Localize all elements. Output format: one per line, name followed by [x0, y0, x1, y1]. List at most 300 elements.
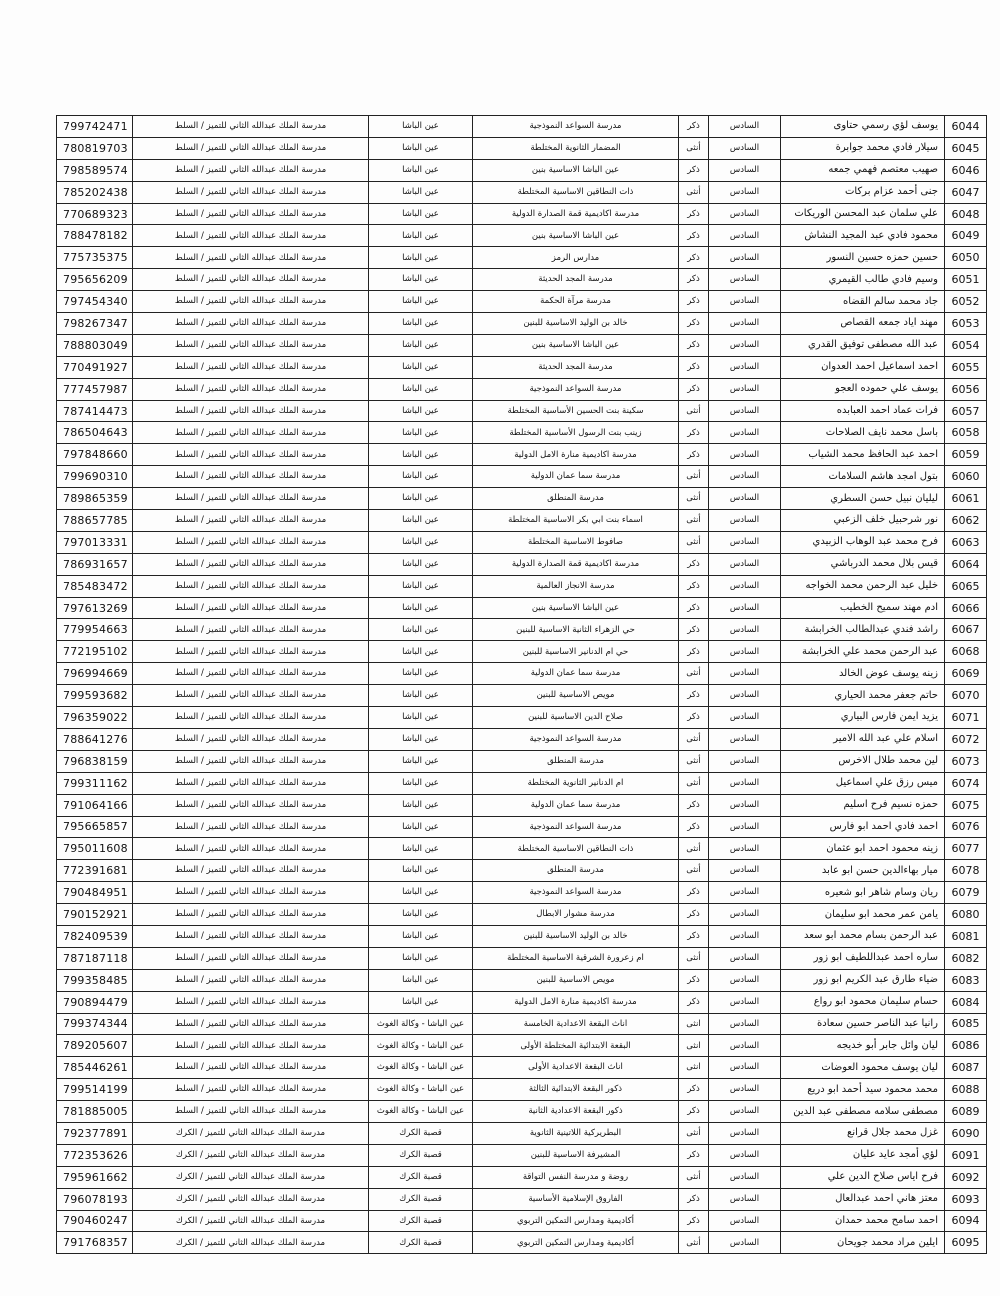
region-cell: عين الباشا - وكالة الغوث — [369, 1013, 473, 1035]
grade-cell: السادس — [709, 816, 781, 838]
student-name-cell: نور شرحبيل خلف الزعبي — [781, 510, 945, 532]
region-cell: عين الباشا — [369, 904, 473, 926]
table-row — [57, 991, 987, 1013]
table-row — [57, 1144, 987, 1166]
exam-center-cell: مدرسة الملك عبدالله الثاني للتميز / السلط — [133, 1101, 369, 1123]
grade-cell: السادس — [709, 553, 781, 575]
exam-center-cell: مدرسة الملك عبدالله الثاني للتميز / السلط — [133, 444, 369, 466]
school-cell: اسماء بنت ابي بكر الاساسية المختلطة — [473, 510, 679, 532]
exam-center-cell: مدرسة الملك عبدالله الثاني للتميز / السلط — [133, 247, 369, 269]
exam-center-cell: مدرسة الملك عبدالله الثاني للتميز / السلط — [133, 225, 369, 247]
gender-cell: ذكر — [679, 116, 709, 138]
gender-cell: أنثى — [679, 1122, 709, 1144]
school-cell: مدرسة اكاديمية قمة الصدارة الدولية — [473, 203, 679, 225]
region-cell: عين الباشا — [369, 794, 473, 816]
phone-cell: 788657785 — [57, 510, 133, 532]
gender-cell: أنثى — [679, 947, 709, 969]
gender-cell: أنثى — [679, 1166, 709, 1188]
phone-cell: 792377891 — [57, 1122, 133, 1144]
phone-cell: 795011608 — [57, 838, 133, 860]
region-cell: عين الباشا — [369, 619, 473, 641]
exam-center-cell: مدرسة الملك عبدالله الثاني للتميز / السلط — [133, 422, 369, 444]
exam-center-cell: مدرسة الملك عبدالله الثاني للتميز / السلط — [133, 488, 369, 510]
table-row — [57, 816, 987, 838]
grade-cell: السادس — [709, 575, 781, 597]
grade-cell: السادس — [709, 334, 781, 356]
school-cell: البقعة الابتدائية المختلطة الأولى — [473, 1035, 679, 1057]
region-cell: قصبة الكرك — [369, 1232, 473, 1254]
gender-cell: أنثى — [679, 663, 709, 685]
grade-cell: السادس — [709, 991, 781, 1013]
gender-cell: ذكر — [679, 1144, 709, 1166]
serial-number-cell: 6050 — [945, 247, 987, 269]
student-name-cell: ليان وائل جابر أبو خديجه — [781, 1035, 945, 1057]
region-cell: عين الباشا — [369, 422, 473, 444]
school-cell: مدرسة سما عمان الدولية — [473, 794, 679, 816]
exam-center-cell: مدرسة الملك عبدالله الثاني للتميز / الكرك — [133, 1122, 369, 1144]
region-cell: عين الباشا — [369, 925, 473, 947]
grade-cell: السادس — [709, 641, 781, 663]
exam-center-cell: مدرسة الملك عبدالله الثاني للتميز / السلط — [133, 707, 369, 729]
exam-center-cell: مدرسة الملك عبدالله الثاني للتميز / السلط — [133, 356, 369, 378]
student-name-cell: سيلار فادي محمد جوابرة — [781, 137, 945, 159]
serial-number-cell: 6067 — [945, 619, 987, 641]
phone-cell: 789865359 — [57, 488, 133, 510]
phone-cell: 777457987 — [57, 378, 133, 400]
student-name-cell: مهند اياد جمعه القصاص — [781, 313, 945, 335]
region-cell: عين الباشا — [369, 400, 473, 422]
gender-cell: أنثى — [679, 750, 709, 772]
student-name-cell: علي سلمان عبد المحسن الوريكات — [781, 203, 945, 225]
gender-cell: ذكر — [679, 356, 709, 378]
student-name-cell: باسل محمد نايف الصلاحات — [781, 422, 945, 444]
region-cell: عين الباشا — [369, 597, 473, 619]
region-cell: عين الباشا — [369, 685, 473, 707]
student-name-cell: معتز هاني احمد عبدالعال — [781, 1188, 945, 1210]
student-name-cell: احمد عبد الحافظ محمد الشياب — [781, 444, 945, 466]
region-cell: عين الباشا — [369, 269, 473, 291]
serial-number-cell: 6064 — [945, 553, 987, 575]
serial-number-cell: 6079 — [945, 882, 987, 904]
region-cell: عين الباشا — [369, 159, 473, 181]
table-row — [57, 313, 987, 335]
serial-number-cell: 6054 — [945, 334, 987, 356]
gender-cell: ذكر — [679, 553, 709, 575]
table-row — [57, 685, 987, 707]
student-name-cell: محمد محمود سيد أحمد ابو دريع — [781, 1079, 945, 1101]
phone-cell: 790484951 — [57, 882, 133, 904]
school-cell: روضة و مدرسة النفس التواقة — [473, 1166, 679, 1188]
serial-number-cell: 6045 — [945, 137, 987, 159]
table-row — [57, 247, 987, 269]
serial-number-cell: 6094 — [945, 1210, 987, 1232]
table-row — [57, 510, 987, 532]
grade-cell: السادس — [709, 291, 781, 313]
student-name-cell: ادم مهند سميح الخطيب — [781, 597, 945, 619]
school-cell: ذات النطاقين الاساسية المختلطة — [473, 838, 679, 860]
school-cell: ذكور البقعة الابتدائية الثالثة — [473, 1079, 679, 1101]
serial-number-cell: 6058 — [945, 422, 987, 444]
school-cell: زينب بنت الرسول الأساسية المختلطة — [473, 422, 679, 444]
table-row — [57, 1101, 987, 1123]
grade-cell: السادس — [709, 1013, 781, 1035]
region-cell: عين الباشا — [369, 378, 473, 400]
table-row — [57, 1079, 987, 1101]
region-cell: عين الباشا — [369, 641, 473, 663]
gender-cell: ذكر — [679, 882, 709, 904]
table-row — [57, 291, 987, 313]
exam-center-cell: مدرسة الملك عبدالله الثاني للتميز / السلط — [133, 575, 369, 597]
gender-cell: ذكر — [679, 969, 709, 991]
phone-cell: 782409539 — [57, 925, 133, 947]
school-cell: أكاديمية ومدارس التمكين التربوي — [473, 1210, 679, 1232]
gender-cell: ذكر — [679, 641, 709, 663]
gender-cell: ذكر — [679, 991, 709, 1013]
grade-cell: السادس — [709, 531, 781, 553]
serial-number-cell: 6066 — [945, 597, 987, 619]
region-cell: عين الباشا - وكالة الغوث — [369, 1079, 473, 1101]
region-cell: عين الباشا — [369, 707, 473, 729]
phone-cell: 791064166 — [57, 794, 133, 816]
region-cell: عين الباشا — [369, 772, 473, 794]
grade-cell: السادس — [709, 925, 781, 947]
students-table — [56, 115, 987, 1254]
gender-cell: ذكر — [679, 313, 709, 335]
serial-number-cell: 6053 — [945, 313, 987, 335]
school-cell: مدرسة سما عمان الدولية — [473, 663, 679, 685]
student-name-cell: يزيد ايمن فارس البياري — [781, 707, 945, 729]
phone-cell: 795656209 — [57, 269, 133, 291]
exam-center-cell: مدرسة الملك عبدالله الثاني للتميز / السلط — [133, 378, 369, 400]
region-cell: عين الباشا — [369, 203, 473, 225]
serial-number-cell: 6091 — [945, 1144, 987, 1166]
region-cell: عين الباشا — [369, 247, 473, 269]
school-cell: اناث البقعة الاعدادية الخامسة — [473, 1013, 679, 1035]
student-name-cell: غزل محمد جلال قرانع — [781, 1122, 945, 1144]
school-cell: مدرسة السواعد النموذجية — [473, 116, 679, 138]
school-cell: مدرسة المجد الحديثة — [473, 356, 679, 378]
table-row — [57, 1166, 987, 1188]
serial-number-cell: 6048 — [945, 203, 987, 225]
student-name-cell: احمد فادي احمد ابو فارس — [781, 816, 945, 838]
phone-cell: 787187118 — [57, 947, 133, 969]
student-name-cell: ضياء طارق عبد الكريم ابو زور — [781, 969, 945, 991]
exam-center-cell: مدرسة الملك عبدالله الثاني للتميز / السلط — [133, 772, 369, 794]
phone-cell: 799358485 — [57, 969, 133, 991]
serial-number-cell: 6049 — [945, 225, 987, 247]
student-name-cell: فرات عماد احمد العبابده — [781, 400, 945, 422]
grade-cell: السادس — [709, 313, 781, 335]
table-row — [57, 466, 987, 488]
school-cell: مدرسة مرآة الحكمة — [473, 291, 679, 313]
phone-cell: 790460247 — [57, 1210, 133, 1232]
school-cell: عين الباشا الاساسية بنين — [473, 225, 679, 247]
school-cell: أكاديمية ومدارس التمكين التربوي — [473, 1232, 679, 1254]
table-row — [57, 203, 987, 225]
exam-center-cell: مدرسة الملك عبدالله الثاني للتميز / السلط — [133, 619, 369, 641]
student-name-cell: احمد سامح محمد حمدان — [781, 1210, 945, 1232]
student-name-cell: محمود فادي عبد المجيد النشاش — [781, 225, 945, 247]
table-row — [57, 531, 987, 553]
grade-cell: السادس — [709, 1144, 781, 1166]
grade-cell: السادس — [709, 159, 781, 181]
table-row — [57, 116, 987, 138]
student-name-cell: حاتم جعفر محمد الحياري — [781, 685, 945, 707]
student-name-cell: جنى أحمد عزام بركات — [781, 181, 945, 203]
table-row — [57, 444, 987, 466]
grade-cell: السادس — [709, 707, 781, 729]
table-row — [57, 159, 987, 181]
grade-cell: السادس — [709, 1188, 781, 1210]
grade-cell: السادس — [709, 444, 781, 466]
grade-cell: السادس — [709, 597, 781, 619]
phone-cell: 770689323 — [57, 203, 133, 225]
phone-cell: 772195102 — [57, 641, 133, 663]
region-cell: قصبة الكرك — [369, 1210, 473, 1232]
phone-cell: 796359022 — [57, 707, 133, 729]
gender-cell: ذكر — [679, 575, 709, 597]
school-cell: مدرسة السواعد النموذجية — [473, 378, 679, 400]
grade-cell: السادس — [709, 1210, 781, 1232]
serial-number-cell: 6063 — [945, 531, 987, 553]
exam-center-cell: مدرسة الملك عبدالله الثاني للتميز / السلط — [133, 291, 369, 313]
grade-cell: السادس — [709, 137, 781, 159]
region-cell: عين الباشا — [369, 969, 473, 991]
gender-cell: أنثى — [679, 400, 709, 422]
region-cell: عين الباشا — [369, 181, 473, 203]
student-name-cell: عبد الرحمن محمد علي الخرابشة — [781, 641, 945, 663]
exam-center-cell: مدرسة الملك عبدالله الثاني للتميز / السلط — [133, 860, 369, 882]
grade-cell: السادس — [709, 269, 781, 291]
serial-number-cell: 6072 — [945, 728, 987, 750]
region-cell: عين الباشا — [369, 488, 473, 510]
table-row — [57, 1232, 987, 1254]
phone-cell: 798267347 — [57, 313, 133, 335]
grade-cell: السادس — [709, 663, 781, 685]
exam-center-cell: مدرسة الملك عبدالله الثاني للتميز / السلط — [133, 1057, 369, 1079]
region-cell: عين الباشا — [369, 116, 473, 138]
gender-cell: ذكر — [679, 378, 709, 400]
phone-cell: 799374344 — [57, 1013, 133, 1035]
exam-center-cell: مدرسة الملك عبدالله الثاني للتميز / السلط — [133, 750, 369, 772]
table-row — [57, 904, 987, 926]
student-name-cell: حسام سليمان محمود ابو رواع — [781, 991, 945, 1013]
school-cell: ذكور البقعة الاعدادية الثانية — [473, 1101, 679, 1123]
student-name-cell: ميس رزق علي اسماعيل — [781, 772, 945, 794]
table-row — [57, 663, 987, 685]
serial-number-cell: 6075 — [945, 794, 987, 816]
table-row — [57, 1210, 987, 1232]
region-cell: عين الباشا — [369, 137, 473, 159]
school-cell: مدارس الرمز — [473, 247, 679, 269]
exam-center-cell: مدرسة الملك عبدالله الثاني للتميز / السلط — [133, 1035, 369, 1057]
serial-number-cell: 6047 — [945, 181, 987, 203]
school-cell: مدرسة سما عمان الدولية — [473, 466, 679, 488]
phone-cell: 795961662 — [57, 1166, 133, 1188]
serial-number-cell: 6061 — [945, 488, 987, 510]
serial-number-cell: 6056 — [945, 378, 987, 400]
grade-cell: السادس — [709, 400, 781, 422]
serial-number-cell: 6070 — [945, 685, 987, 707]
region-cell: قصبة الكرك — [369, 1166, 473, 1188]
table-row — [57, 422, 987, 444]
table-row — [57, 1122, 987, 1144]
phone-cell: 788803049 — [57, 334, 133, 356]
gender-cell: أنثى — [679, 510, 709, 532]
grade-cell: السادس — [709, 860, 781, 882]
school-cell: مدرسة المنطلق — [473, 488, 679, 510]
grade-cell: السادس — [709, 1122, 781, 1144]
gender-cell: ذكر — [679, 203, 709, 225]
phone-cell: 779954663 — [57, 619, 133, 641]
phone-cell: 775735375 — [57, 247, 133, 269]
gender-cell: أنثى — [679, 531, 709, 553]
grade-cell: السادس — [709, 1232, 781, 1254]
gender-cell: ذكر — [679, 247, 709, 269]
region-cell: عين الباشا — [369, 816, 473, 838]
school-cell: مدرسة اكاديمية قمة الصدارة الدولية — [473, 553, 679, 575]
grade-cell: السادس — [709, 247, 781, 269]
student-name-cell: لين محمد طلال الاخرس — [781, 750, 945, 772]
serial-number-cell: 6078 — [945, 860, 987, 882]
student-name-cell: عبد الله مصطفى توفيق القدري — [781, 334, 945, 356]
exam-center-cell: مدرسة الملك عبدالله الثاني للتميز / السلط — [133, 313, 369, 335]
grade-cell: السادس — [709, 750, 781, 772]
gender-cell: ذكر — [679, 685, 709, 707]
serial-number-cell: 6087 — [945, 1057, 987, 1079]
exam-center-cell: مدرسة الملك عبدالله الثاني للتميز / السلط — [133, 137, 369, 159]
gender-cell: ذكر — [679, 1101, 709, 1123]
gender-cell: ذكر — [679, 794, 709, 816]
school-cell: المضمار الثانوية المختلطة — [473, 137, 679, 159]
student-name-cell: بتول امجد هاشم السلامات — [781, 466, 945, 488]
phone-cell: 799311162 — [57, 772, 133, 794]
gender-cell: انثى — [679, 1057, 709, 1079]
gender-cell: أنثى — [679, 137, 709, 159]
school-cell: خالد بن الوليد الاساسية للبنين — [473, 925, 679, 947]
school-cell: الفاروق الإسلامية الأساسية — [473, 1188, 679, 1210]
gender-cell: ذكر — [679, 904, 709, 926]
serial-number-cell: 6060 — [945, 466, 987, 488]
school-cell: ذات النطاقين الاساسية المختلطة — [473, 181, 679, 203]
grade-cell: السادس — [709, 356, 781, 378]
exam-center-cell: مدرسة الملك عبدالله الثاني للتميز / السلط — [133, 531, 369, 553]
grade-cell: السادس — [709, 488, 781, 510]
table-row — [57, 1035, 987, 1057]
region-cell: عين الباشا — [369, 728, 473, 750]
table-row — [57, 378, 987, 400]
grade-cell: السادس — [709, 181, 781, 203]
exam-center-cell: مدرسة الملك عبدالله الثاني للتميز / السلط — [133, 334, 369, 356]
table-row — [57, 947, 987, 969]
region-cell: عين الباشا — [369, 291, 473, 313]
serial-number-cell: 6071 — [945, 707, 987, 729]
school-cell: مدرسة مشوار الابطال — [473, 904, 679, 926]
phone-cell: 799514199 — [57, 1079, 133, 1101]
table-row — [57, 488, 987, 510]
phone-cell: 785202438 — [57, 181, 133, 203]
serial-number-cell: 6084 — [945, 991, 987, 1013]
region-cell: عين الباشا - وكالة الغوث — [369, 1057, 473, 1079]
table-row — [57, 356, 987, 378]
students-table-body — [57, 116, 987, 1254]
school-cell: مويص الاساسية للبنين — [473, 969, 679, 991]
exam-center-cell: مدرسة الملك عبدالله الثاني للتميز / السلط — [133, 553, 369, 575]
serial-number-cell: 6080 — [945, 904, 987, 926]
student-name-cell: ساره احمد عبداللطيف ابو زور — [781, 947, 945, 969]
gender-cell: ذكر — [679, 444, 709, 466]
table-row — [57, 641, 987, 663]
phone-cell: 797454340 — [57, 291, 133, 313]
gender-cell: أنثى — [679, 772, 709, 794]
phone-cell: 790152921 — [57, 904, 133, 926]
school-cell: مدرسة المجد الحديثة — [473, 269, 679, 291]
school-cell: ام زعرورة الشرقية الاساسية المختلطة — [473, 947, 679, 969]
phone-cell: 785446261 — [57, 1057, 133, 1079]
region-cell: عين الباشا — [369, 313, 473, 335]
region-cell: عين الباشا - وكالة الغوث — [369, 1101, 473, 1123]
phone-cell: 799742471 — [57, 116, 133, 138]
school-cell: عين الباشا الاساسية بنين — [473, 159, 679, 181]
student-name-cell: لؤي أمجد عايد عليان — [781, 1144, 945, 1166]
table-row — [57, 882, 987, 904]
school-cell: سكينة بنت الحسين الأساسية المختلطة — [473, 400, 679, 422]
grade-cell: السادس — [709, 904, 781, 926]
school-cell: مدرسة اكاديمية منارة الامل الدولية — [473, 444, 679, 466]
phone-cell: 772353626 — [57, 1144, 133, 1166]
students-table-wrapper — [56, 115, 980, 1254]
serial-number-cell: 6095 — [945, 1232, 987, 1254]
exam-center-cell: مدرسة الملك عبدالله الثاني للتميز / السلط — [133, 728, 369, 750]
school-cell: مدرسة المنطلق — [473, 860, 679, 882]
gender-cell: أنثى — [679, 860, 709, 882]
school-cell: مدرسة السواعد النموذجية — [473, 728, 679, 750]
student-name-cell: رانيا عبد الناصر حسين سعادة — [781, 1013, 945, 1035]
serial-number-cell: 6089 — [945, 1101, 987, 1123]
school-cell: حي ام الدنانير الاساسية للبنين — [473, 641, 679, 663]
region-cell: قصبة الكرك — [369, 1122, 473, 1144]
serial-number-cell: 6085 — [945, 1013, 987, 1035]
school-cell: مويص الاساسية للبنين — [473, 685, 679, 707]
school-cell: صلاح الدين الاساسية للبنين — [473, 707, 679, 729]
exam-center-cell: مدرسة الملك عبدالله الثاني للتميز / السلط — [133, 1013, 369, 1035]
school-cell: مدرسة السواعد النموذجية — [473, 816, 679, 838]
serial-number-cell: 6077 — [945, 838, 987, 860]
phone-cell: 780819703 — [57, 137, 133, 159]
gender-cell: ذكر — [679, 291, 709, 313]
grade-cell: السادس — [709, 838, 781, 860]
student-name-cell: يامن عمر محمد ابو سليمان — [781, 904, 945, 926]
gender-cell: أنثى — [679, 838, 709, 860]
region-cell: قصبة الكرك — [369, 1188, 473, 1210]
school-cell: خالد بن الوليد الاساسية للبنين — [473, 313, 679, 335]
gender-cell: ذكر — [679, 816, 709, 838]
region-cell: عين الباشا — [369, 882, 473, 904]
serial-number-cell: 6081 — [945, 925, 987, 947]
table-row — [57, 1188, 987, 1210]
table-row — [57, 553, 987, 575]
school-cell: صافوط الاساسية المختلطة — [473, 531, 679, 553]
grade-cell: السادس — [709, 1101, 781, 1123]
serial-number-cell: 6065 — [945, 575, 987, 597]
school-cell: عين الباشا الاساسية بنين — [473, 597, 679, 619]
exam-center-cell: مدرسة الملك عبدالله الثاني للتميز / السلط — [133, 400, 369, 422]
phone-cell: 787414473 — [57, 400, 133, 422]
serial-number-cell: 6074 — [945, 772, 987, 794]
gender-cell: ذكر — [679, 707, 709, 729]
student-name-cell: قيس بلال محمد الدرباشي — [781, 553, 945, 575]
exam-center-cell: مدرسة الملك عبدالله الثاني للتميز / الكرك — [133, 1232, 369, 1254]
